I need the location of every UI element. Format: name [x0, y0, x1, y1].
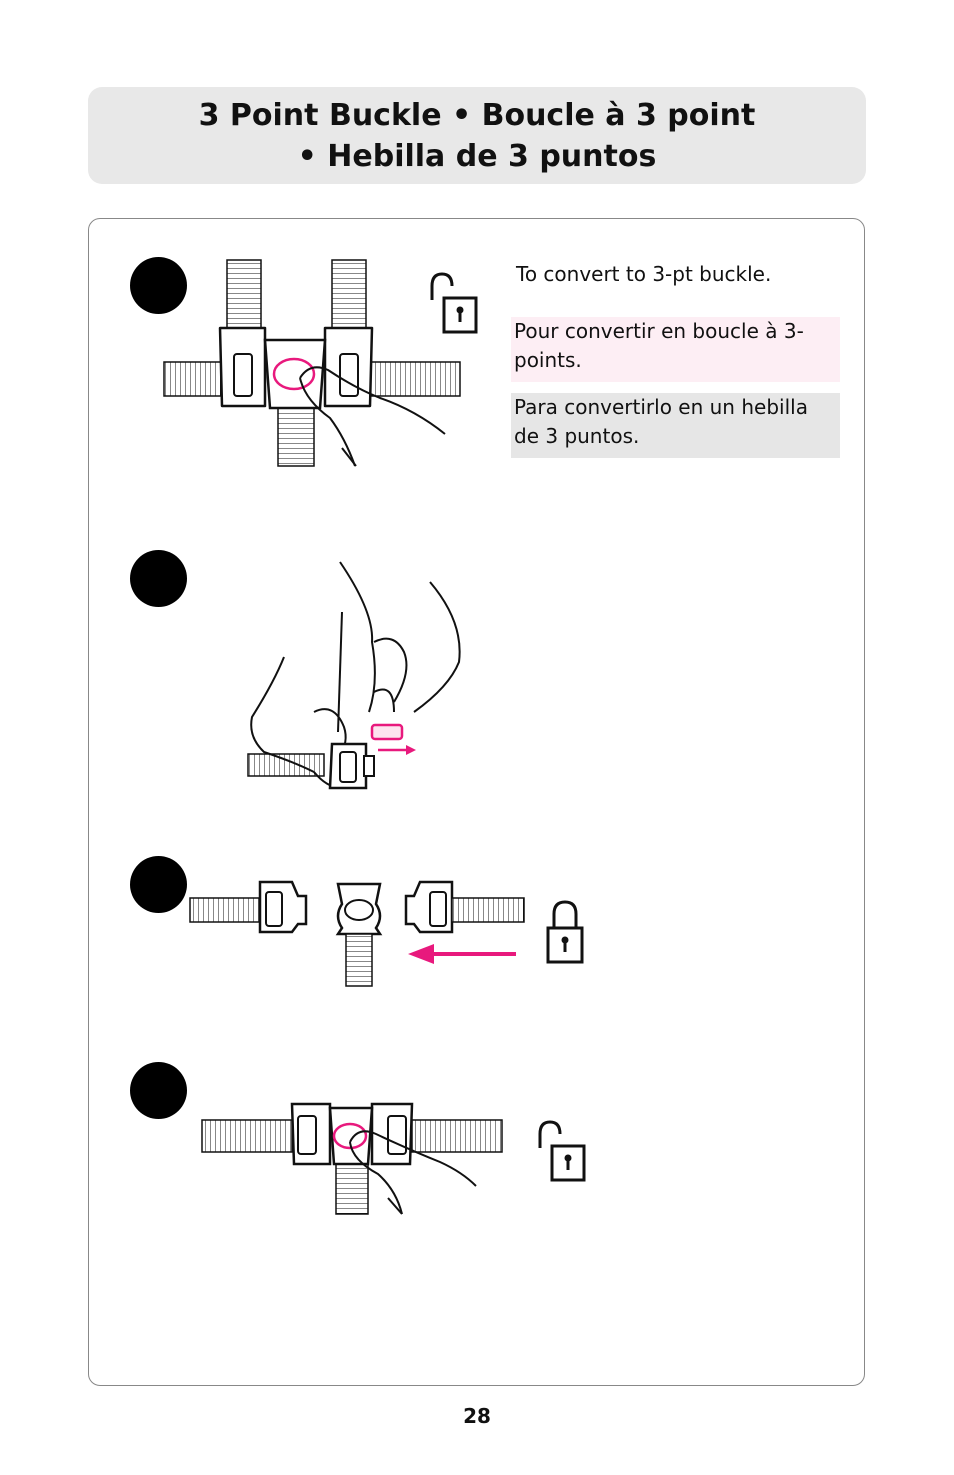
step-3-marker: [130, 856, 187, 913]
title-line-2: • Hebilla de 3 puntos: [297, 138, 657, 174]
step-2-illustration: [244, 562, 466, 794]
page-title: [88, 87, 866, 184]
step-4-marker: [130, 1062, 187, 1119]
step-2-marker: [130, 550, 187, 607]
step-1-text-fr: Pour convertir en boucle à 3-points.: [511, 317, 840, 382]
locked-padlock-icon: [546, 900, 584, 966]
step-1-illustration: [160, 258, 460, 470]
title-line-1: 3 Point Buckle • Boucle à 3 point: [198, 97, 756, 133]
unlocked-padlock-icon-2: [536, 1120, 588, 1184]
page-number: 28: [463, 1404, 491, 1428]
step-3-illustration: [188, 876, 528, 988]
step-1-text-es: Para convertirlo en un hebilla de 3 puntos.: [511, 393, 840, 458]
step-4-illustration: [200, 1098, 504, 1216]
step-1-text-en: To convert to 3-pt buckle.: [516, 262, 772, 286]
unlocked-padlock-icon: [428, 272, 480, 336]
